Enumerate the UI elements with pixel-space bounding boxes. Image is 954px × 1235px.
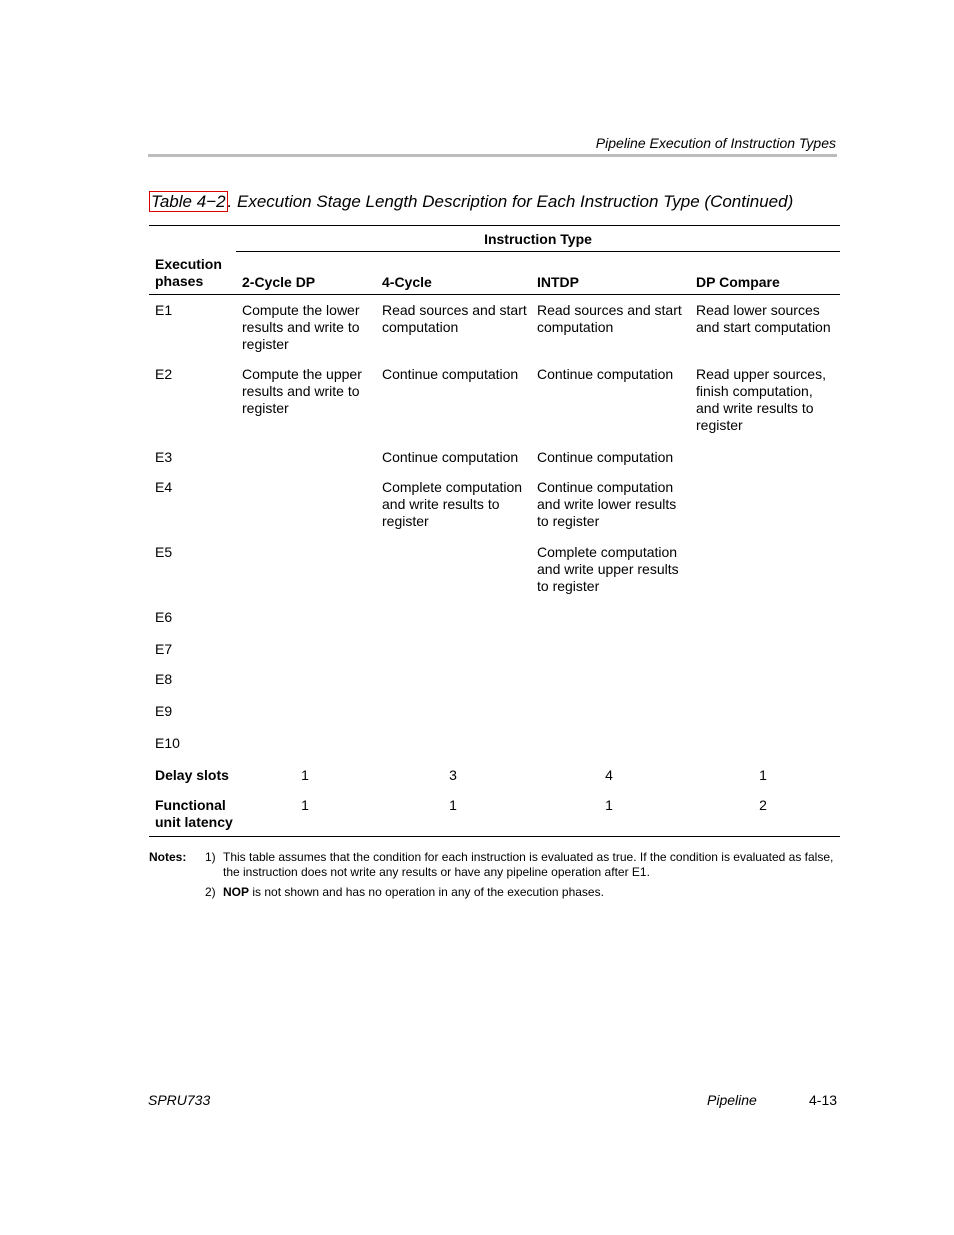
table-cell: Read sources and start computation [382, 302, 527, 335]
summary-value: 1 [605, 797, 613, 813]
table-cell: Continue computation [537, 449, 674, 465]
phase-label: E8 [155, 671, 173, 687]
table-title-text: . Execution Stage Length Description for Each Instruction Type (Continued) [227, 192, 794, 211]
summary-value: 2 [759, 797, 767, 813]
phase-label: E4 [155, 479, 173, 495]
note-2-keyword: NOP [223, 885, 250, 899]
column-header-4cycle: 4-Cycle [382, 274, 432, 290]
table-cell: Continue computation [382, 449, 519, 465]
column-header-rule [149, 294, 840, 295]
table-cell: Continue computation [382, 366, 519, 382]
summary-value: 1 [449, 797, 457, 813]
table-reference-link[interactable]: Table 4−2 [151, 192, 226, 211]
table-cell: Continue computation and write lower results to register [537, 479, 677, 529]
summary-value: 1 [759, 767, 767, 783]
column-header-2cycle-dp: 2-Cycle DP [242, 274, 316, 290]
phase-label: E1 [155, 302, 173, 318]
phase-label: E2 [155, 366, 173, 382]
footer-section: Pipeline [707, 1092, 757, 1108]
summary-label: Functional unit latency [155, 797, 233, 830]
note-2-number: 2) [205, 885, 216, 899]
row-header: Execution phases [155, 256, 222, 289]
note-1-text: This table assumes that the condition for each instruction is evaluated as true. If the condition is evaluated as false, the instruction does not write any results or have any pipeline operation after E1. [223, 850, 834, 879]
notes-label: Notes: [149, 850, 187, 864]
table-cell: Read sources and start computation [537, 302, 682, 335]
phase-label: E6 [155, 609, 173, 625]
phase-label: E9 [155, 703, 173, 719]
table-top-rule [149, 225, 840, 226]
footer-page-number: 4-13 [809, 1092, 838, 1108]
summary-value: 4 [605, 767, 613, 783]
table-cell: Read upper sources, finish computation, and write results to register [696, 366, 826, 433]
note-2-text [223, 885, 841, 900]
summary-value: 1 [301, 797, 309, 813]
header-rule [148, 154, 837, 157]
footer-doc-id: SPRU733 [148, 1092, 211, 1108]
note-1-number: 1) [205, 850, 216, 864]
table-cell: Read lower sources and start computation [696, 302, 831, 335]
table-bottom-rule [149, 836, 840, 837]
table-cell: Continue computation [537, 366, 674, 382]
group-header-rule [236, 251, 840, 252]
summary-value: 1 [301, 767, 309, 783]
phase-label: E7 [155, 641, 173, 657]
table-cell: Compute the upper results and write to register [242, 366, 362, 416]
column-header-dp-compare: DP Compare [696, 274, 780, 290]
summary-value: 3 [449, 767, 457, 783]
running-header: Pipeline Execution of Instruction Types [595, 135, 836, 151]
note-2-body: is not shown and has no operation in any of the execution phases. [249, 885, 604, 899]
phase-label: E10 [155, 735, 180, 751]
column-header-intdp: INTDP [537, 274, 579, 290]
table-title [149, 192, 849, 212]
table-cell: Compute the lower results and write to register [242, 302, 360, 352]
summary-label: Delay slots [155, 767, 229, 783]
table-cell: Complete computation and write upper results to register [537, 544, 679, 594]
phase-label: E5 [155, 544, 173, 560]
group-header: Instruction Type [484, 231, 592, 247]
phase-label: E3 [155, 449, 173, 465]
table-cell: Complete computation and write results to register [382, 479, 523, 529]
